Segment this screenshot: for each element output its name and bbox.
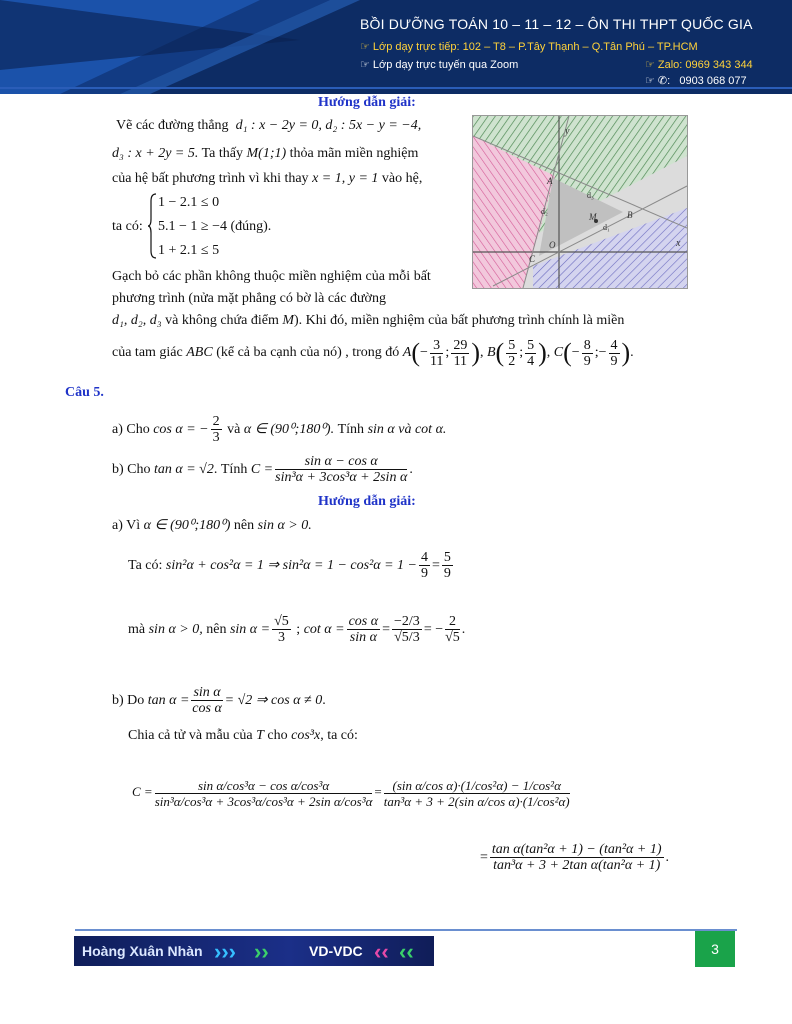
- sol-b-line2: Chia cả tử và mẫu của T cho cos³x, ta có:: [128, 728, 358, 743]
- graph-label-d1: d₁: [603, 223, 610, 232]
- page-header: [0, 0, 792, 94]
- sol-b-line1: b) Do tan α = $\frac{\text{sin α}}{\text{cos α}}$ = √2 ⇒ cos α ≠ 0.: [112, 685, 326, 717]
- chevron-left-icon: ‹‹: [399, 939, 414, 964]
- p1-taco: ta có:: [112, 219, 143, 234]
- sol-a-line1: a) Vì α ∈ (90⁰;180⁰) nên sin α > 0.: [112, 518, 312, 533]
- header-online: ☞ Lớp dạy trực tuyến qua Zoom: [360, 59, 519, 71]
- solution-region-graph: [472, 115, 688, 289]
- solution-heading-1: Hướng dẫn giải:: [318, 95, 416, 110]
- header-address: ☞ Lớp dạy trực tiếp: 102 – T8 – P.Tây Thạnh – Q.Tân Phú – TP.HCM: [360, 41, 698, 53]
- sol-a-line3: mà sin α > 0, nên sin α = $\frac{√5}{3}$ ; cot α = $\frac{\text{cos α}}{\text{sin α}}$ = $\frac{-2/3}{√5/3}$ = − $\frac{2}{√5}$ .: [128, 614, 466, 646]
- hand-pointer-icon: ☞: [645, 59, 655, 71]
- question-b: b) Cho tan α = √2. Tính C = $\frac{\text{sin α − cos α}}{\text{sin³α + 3cos³α + 2sin α}}$ .: [112, 454, 413, 486]
- phone-icon: ✆: [657, 75, 668, 87]
- system-brace: [148, 193, 158, 259]
- graph-label-origin: O: [549, 240, 556, 250]
- chevron-right-icon: ›››: [214, 939, 236, 964]
- hand-pointer-icon: ☞: [645, 75, 655, 87]
- p1-line6: d₁, d₂, d₃ và không chứa điểm M). Khi đó, miền nghiệm của bất phương trình chính là miền: [112, 313, 625, 328]
- graph-label-C: C: [529, 254, 536, 264]
- author-name: Hoàng Xuân Nhàn: [82, 943, 203, 959]
- header-zalo: ☞ Zalo: 0969 343 344: [645, 59, 753, 71]
- chevron-left-icon: ‹‹: [374, 939, 389, 964]
- p1-line2: d₃ : x + 2y = 5. Ta thấy M(1;1) thỏa mãn miền nghiệm: [112, 146, 419, 161]
- p1-line4: Gạch bỏ các phần không thuộc miền nghiệm của mỗi bất: [112, 269, 431, 284]
- graph-label-d2: d₂: [541, 207, 548, 216]
- p1-line7: của tam giác ABC (kể cả ba cạnh của nó) , trong đó A(− $\frac{3}{11}$ ; $\frac{29}{11}$ ), B( $\frac{5}{2}$ ; $\frac{5}{4}$ ), C(− $\frac{8}{9}$ ;− $\frac{4}{9}$ ).: [112, 337, 634, 369]
- page-number: 3: [695, 931, 735, 967]
- p1-line5: phương trình (nửa mặt phẳng có bờ là các đường: [112, 291, 386, 306]
- graph-label-d3: d₃: [587, 191, 594, 200]
- hand-pointer-icon: ☞: [360, 59, 370, 71]
- chevron-right-icon: ››: [254, 939, 269, 964]
- footer-tag: VD-VDC: [309, 943, 363, 959]
- system-eq-1: 1 − 2.1 ≤ 0: [158, 195, 220, 210]
- system-eq-3: 1 + 2.1 ≤ 5: [158, 243, 220, 258]
- sol-b-result: = $\frac{\text{tan α(tan²α + 1) − (tan²α + 1)}}{\text{tan³α + 3 + 2tan α(tan²α + 1)}}$ .: [480, 842, 670, 874]
- sol-b-expansion: C = $\frac{\text{sin α/cos³α − cos α/cos³α}}{\text{sin³α/cos³α + 3cos³α/cos³α + 2sin α/cos³α}}$ = $\frac{\text{(sin α/cos α)·(1/cos²α) − 1/cos²α}}{\text{tan³α + 3 + 2(sin α/cos α)·(1/cos²α)}}$: [132, 777, 570, 809]
- graph-svg: [473, 116, 687, 288]
- graph-label-y: y: [565, 126, 570, 137]
- footer-banner: [74, 936, 434, 966]
- graph-label-M: M: [589, 212, 597, 222]
- footer-rule: [75, 929, 737, 931]
- question-a: a) Cho cos α = − $\frac{2}{3}$ và α ∈ (90⁰;180⁰). Tính sin α và cot α.: [112, 414, 447, 446]
- sol-a-line2: Ta có: sin²α + cos²α = 1 ⇒ sin²α = 1 − cos²α = 1 − $\frac{4}{9}$ = $\frac{5}{9}$: [128, 550, 451, 582]
- hand-pointer-icon: ☞: [360, 41, 370, 53]
- question-label: Câu 5.: [65, 385, 104, 400]
- p1-line3: của hệ bất phương trình vì khi thay x = 1, y = 1 vào hệ,: [112, 171, 423, 186]
- graph-label-B: B: [627, 210, 633, 220]
- graph-label-A: A: [547, 176, 553, 186]
- p1-line1: Vẽ các đường thẳng d₁ : x − 2y = 0, d₂ : 5x − y = −4,: [116, 118, 422, 133]
- solution-heading-2: Hướng dẫn giải:: [318, 494, 416, 509]
- system-eq-2: 5.1 − 1 ≥ −4 (đúng).: [158, 219, 272, 234]
- header-phone: ☞ ✆: 0903 068 077: [645, 75, 747, 87]
- graph-label-x: x: [676, 238, 681, 249]
- header-title: BỒI DƯỠNG TOÁN 10 – 11 – 12 – ÔN THI THPT QUỐC GIA: [360, 16, 753, 32]
